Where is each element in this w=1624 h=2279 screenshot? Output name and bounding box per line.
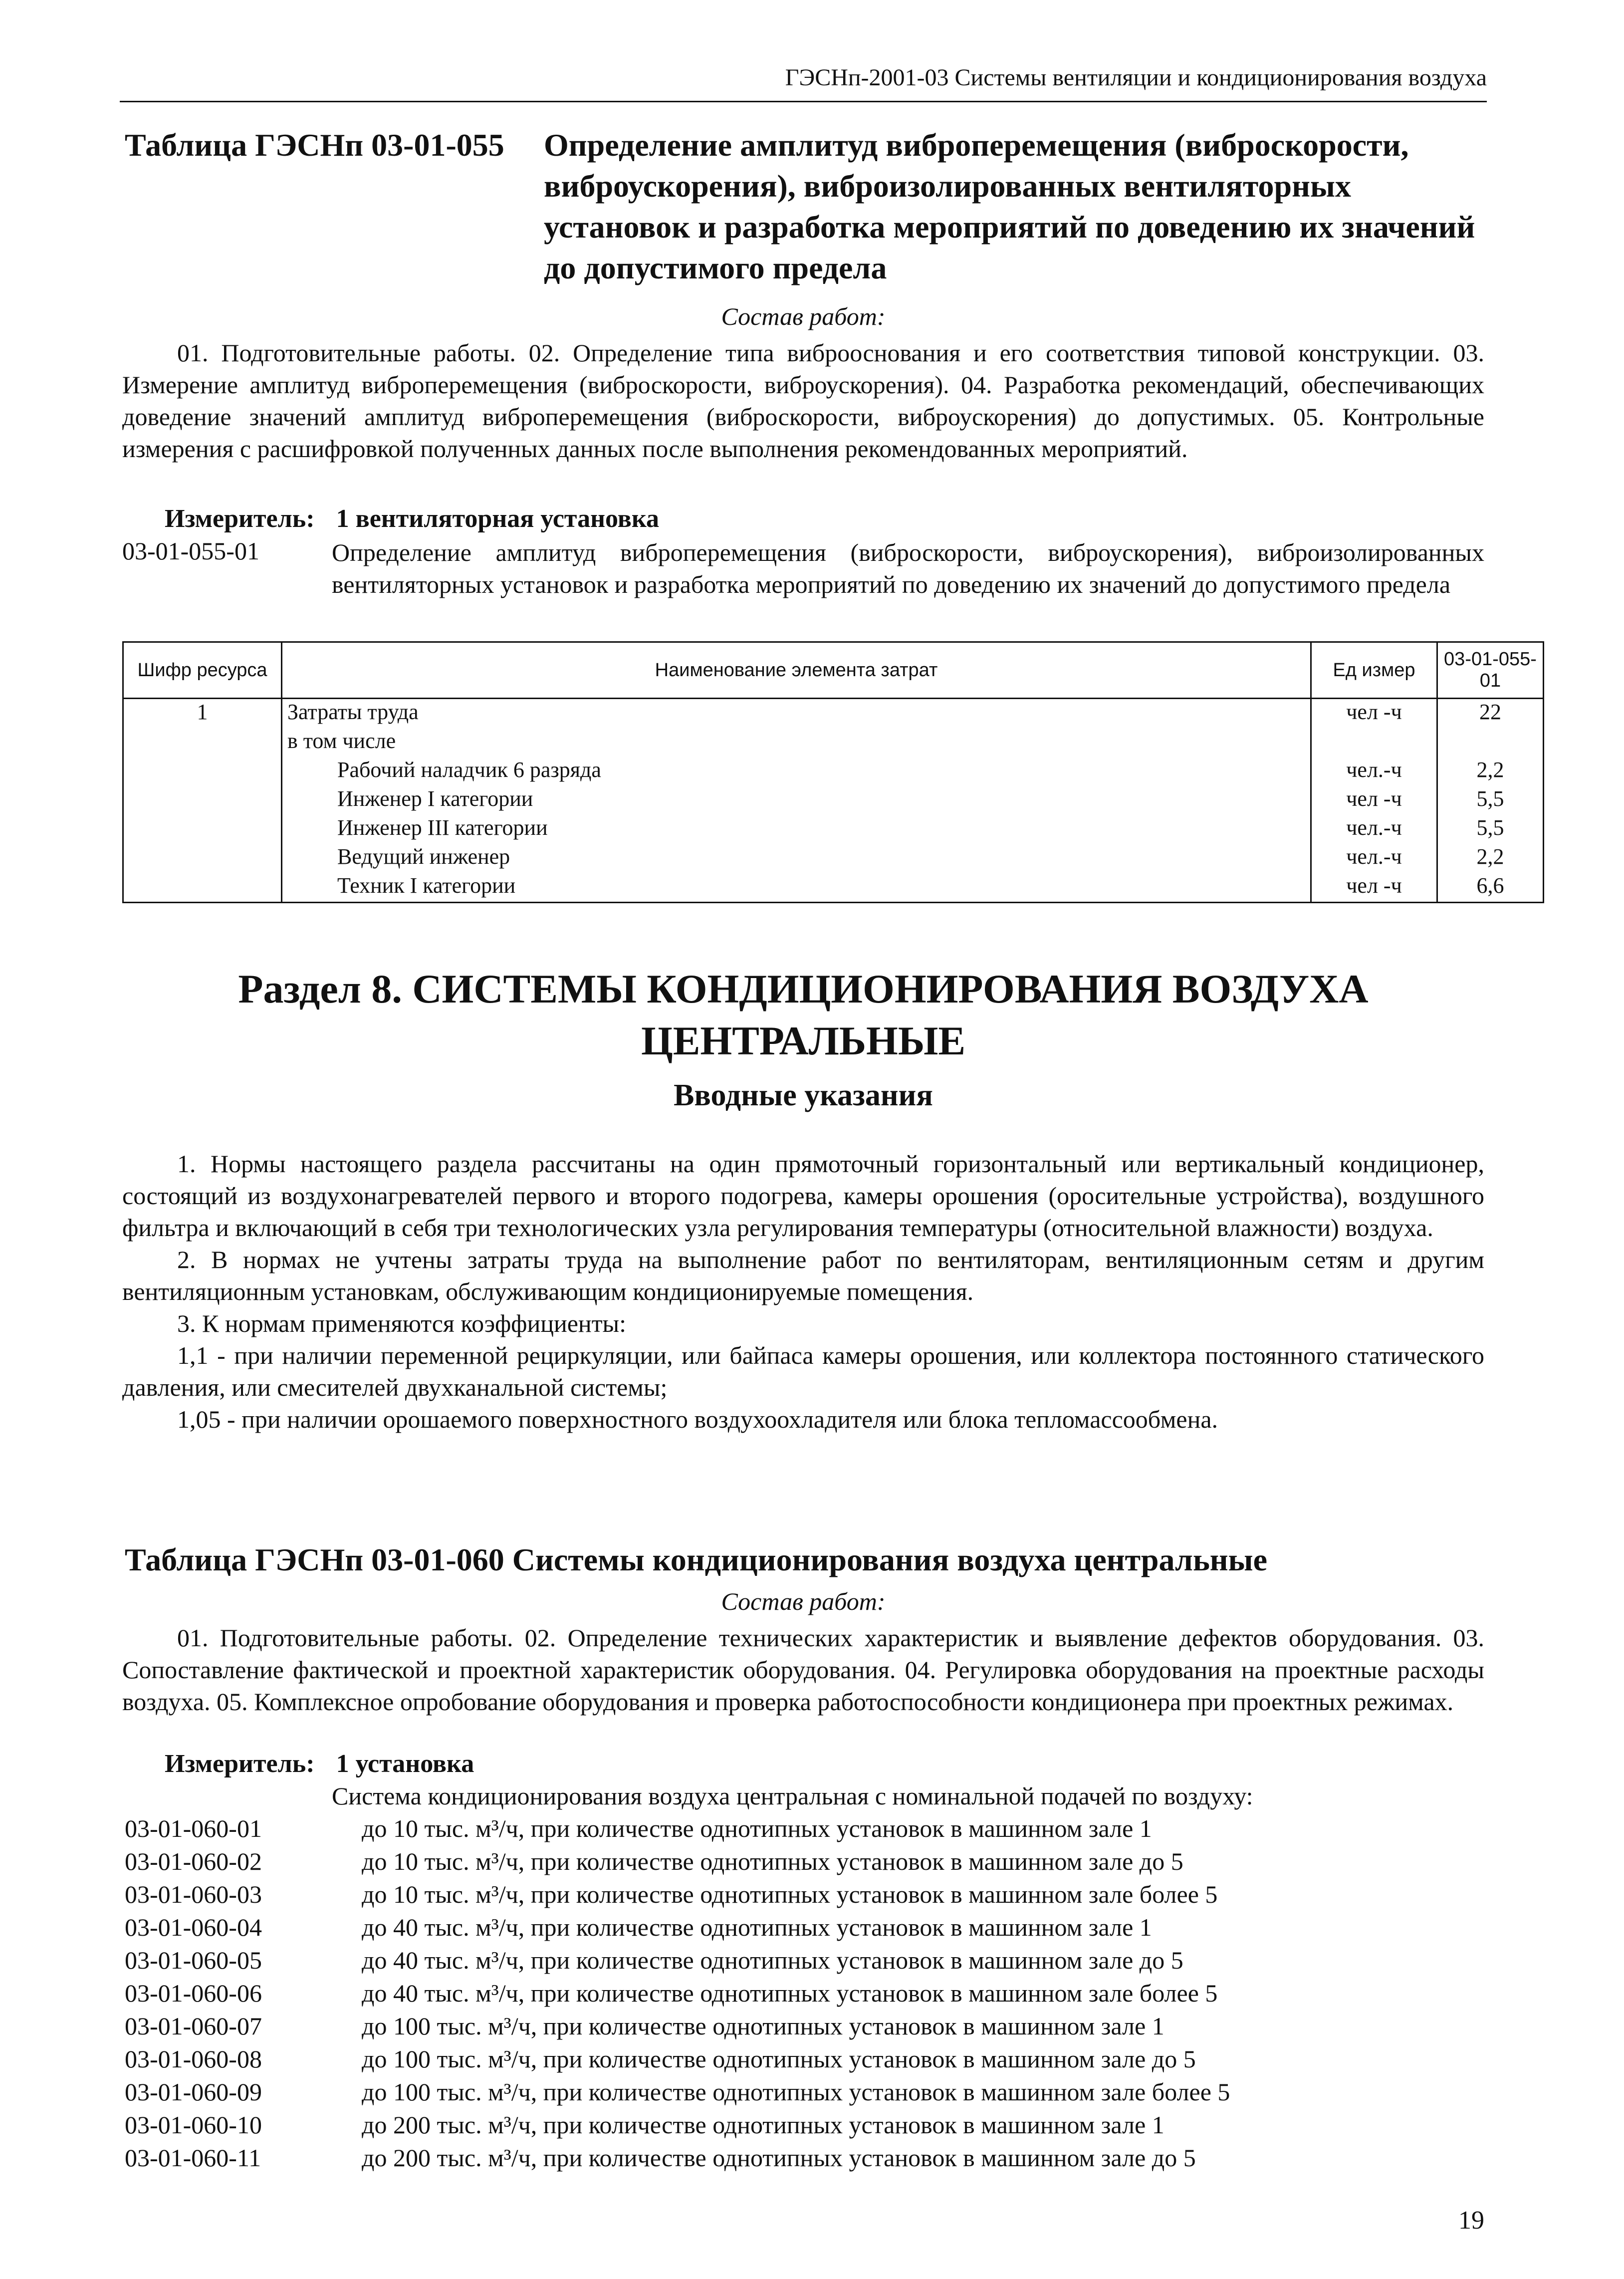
intro-paragraph-4: 1,1 - при наличии переменной рециркуляции, или байпаса камеры орошения, или коллектора постоянного статического давления, или смесителей двухканальной системы; (122, 1341, 1484, 1401)
table-row (123, 873, 1544, 903)
row-code (123, 873, 282, 903)
section-title (120, 963, 1487, 1067)
table1-item-code: 03-01-055-01 (122, 537, 259, 565)
section-title-line1: Раздел 8. СИСТЕМЫ КОНДИЦИОНИРОВАНИЯ ВОЗДУХА (238, 966, 1369, 1012)
item-code: 03-01-060-06 (125, 1979, 262, 2007)
item-text: до 200 тыс. м³/ч, при количестве однотипных установок в машинном зале до 5 (362, 2144, 1196, 2172)
list-item (125, 1913, 1472, 1946)
item-text: до 200 тыс. м³/ч, при количестве однотипных установок в машинном зале 1 (362, 2111, 1164, 2139)
row-name: Техник I категории (282, 873, 1311, 903)
resource-table (122, 641, 1544, 903)
row-value: 2,2 (1437, 844, 1544, 873)
list-item (125, 1847, 1472, 1880)
item-code: 03-01-060-11 (125, 2144, 261, 2172)
row-unit: чел.-ч (1311, 757, 1437, 786)
row-code: 1 (123, 699, 282, 729)
row-value: 5,5 (1437, 786, 1544, 815)
table1-work-heading: Состав работ: (721, 302, 886, 330)
item-code: 03-01-060-05 (125, 1946, 262, 1974)
table2-list-intro: Система кондиционирования воздуха центральная с номинальной подачей по воздуху: (332, 1782, 1253, 1810)
row-unit: чел.-ч (1311, 815, 1437, 844)
table1-work-text: 01. Подготовительные работы. 02. Определение типа виброоснования и его соответствия типовой конструкции. 03. Измерение амплитуд виброперемещения (виброскорости, виброускорения). 04. Разработка рекомендаций, обеспечивающих доведение значений амплитуд виброперемещения (виброскорости, виброускорения) до допустимых. 05. Контрольные измерения с расшифровкой полученных данных после выполнения рекомендованных мероприятий. (122, 339, 1484, 463)
table1-title-text: Определение амплитуд виброперемещения (виброскорости, виброускорения), виброизолированных вентиляторных установок и разработка мероприятий по доведению их значений до допустимого предела (544, 127, 1475, 285)
list-item (125, 2110, 1472, 2143)
item-code: 03-01-060-08 (125, 2045, 262, 2073)
table2-meter-value: 1 установка (336, 1750, 474, 1778)
header-code: Шифр ресурса (123, 642, 282, 699)
list-item (125, 1946, 1472, 1979)
item-text: до 40 тыс. м³/ч, при количестве однотипных установок в машинном зале до 5 (362, 1946, 1183, 1974)
item-text: до 40 тыс. м³/ч, при количестве однотипных установок в машинном зале более 5 (362, 1979, 1218, 2007)
list-item (125, 2077, 1472, 2110)
intro-paragraph-2: 2. В нормах не учтены затраты труда на выполнение работ по вентиляторам, вентиляционным сетям и другим вентиляционным установкам, обслуживающим кондиционируемые помещения. (122, 1246, 1484, 1305)
item-text: до 40 тыс. м³/ч, при количестве однотипных установок в машинном зале 1 (362, 1913, 1152, 1941)
row-value: 22 (1437, 699, 1544, 729)
item-code: 03-01-060-01 (125, 1814, 262, 1842)
item-text: до 100 тыс. м³/ч, при количестве однотипных установок в машинном зале до 5 (362, 2045, 1196, 2073)
table-row (123, 757, 1544, 786)
table2-work-text: 01. Подготовительные работы. 02. Определение технических характеристик и выявление дефектов оборудования. 03. Сопоставление фактической и проектной характеристик оборудования. 04. Регулировка оборудования на проектные расходы воздуха. 05. Комплексное опробование оборудования и проверка работоспособности кондиционера при проектных режимах. (122, 1624, 1484, 1716)
table1-item-text: Определение амплитуд виброперемещения (виброскорости, виброускорения), виброизолированных вентиляторных установок и разработка мероприятий по доведению их значений до допустимого предела (332, 538, 1484, 598)
row-unit (1311, 728, 1437, 757)
table-row (123, 815, 1544, 844)
section-title-line2: ЦЕНТРАЛЬНЫЕ (641, 1018, 966, 1063)
intro-text (122, 1148, 1484, 1435)
header-name: Наименование элемента затрат (282, 642, 1311, 699)
row-value: 2,2 (1437, 757, 1544, 786)
item-text: до 100 тыс. м³/ч, при количестве однотипных установок в машинном зале более 5 (362, 2078, 1230, 2106)
row-unit: чел.-ч (1311, 844, 1437, 873)
table1-title-prefix: Таблица ГЭСНп 03-01-055 (125, 127, 504, 163)
page-number: 19 (1458, 2206, 1484, 2235)
row-value: 6,6 (1437, 873, 1544, 903)
list-item (125, 1814, 1472, 1847)
table-row (123, 844, 1544, 873)
row-code (123, 815, 282, 844)
item-code: 03-01-060-09 (125, 2078, 262, 2106)
header-value: 03-01-055-01 (1437, 642, 1544, 699)
item-text: до 100 тыс. м³/ч, при количестве однотипных установок в машинном зале 1 (362, 2012, 1164, 2040)
table-row (123, 728, 1544, 757)
table2-title: Таблица ГЭСНп 03-01-060 Системы кондиционирования воздуха центральные (125, 1542, 1268, 1577)
resource-table-header (123, 642, 1544, 699)
table1-meter-label: Измеритель: (165, 505, 315, 533)
row-name: Ведущий инженер (282, 844, 1311, 873)
header-unit: Ед измер (1311, 642, 1437, 699)
table2-work-heading: Состав работ: (721, 1587, 886, 1615)
intro-heading: Вводные указания (674, 1078, 933, 1112)
item-text: до 10 тыс. м³/ч, при количестве однотипных установок в машинном зале до 5 (362, 1847, 1183, 1875)
list-item (125, 2012, 1472, 2044)
list-item (125, 2044, 1472, 2077)
item-code: 03-01-060-10 (125, 2111, 262, 2139)
row-value (1437, 728, 1544, 757)
row-code (123, 728, 282, 757)
header-rule (120, 101, 1487, 102)
intro-paragraph-3: 3. К нормам применяются коэффициенты: (177, 1309, 627, 1337)
table2-meter (165, 1749, 474, 1778)
list-item (125, 1979, 1472, 2012)
row-name: Инженер III категории (282, 815, 1311, 844)
item-text: до 10 тыс. м³/ч, при количестве однотипных установок в машинном зале 1 (362, 1814, 1152, 1842)
table-row (123, 786, 1544, 815)
row-unit: чел -ч (1311, 873, 1437, 903)
row-name: Затраты труда (282, 699, 1311, 729)
row-code (123, 757, 282, 786)
row-name: Инженер I категории (282, 786, 1311, 815)
list-item (125, 2143, 1472, 2176)
table-row (123, 699, 1544, 729)
row-unit: чел -ч (1311, 786, 1437, 815)
row-name: Рабочий наладчик 6 разряда (282, 757, 1311, 786)
intro-paragraph-1: 1. Нормы настоящего раздела рассчитаны на один прямоточный горизонтальный или вертикальный кондиционер, состоящий из воздухонагревателей первого и второго подогрева, камеры орошения (оросительные устройства), воздушного фильтра и включающий в себя три технологических узла регулирования температуры (относительной влажности) воздуха. (122, 1150, 1484, 1242)
row-unit: чел -ч (1311, 699, 1437, 729)
table2-meter-label: Измеритель: (165, 1750, 315, 1778)
item-code: 03-01-060-07 (125, 2012, 262, 2040)
table1-meter-value: 1 вентиляторная установка (336, 505, 659, 533)
row-code (123, 844, 282, 873)
list-item (125, 1880, 1472, 1913)
row-code (123, 786, 282, 815)
row-name: в том числе (282, 728, 1311, 757)
item-text: до 10 тыс. м³/ч, при количестве однотипных установок в машинном зале более 5 (362, 1880, 1218, 1908)
item-code: 03-01-060-03 (125, 1880, 262, 1908)
intro-paragraph-5: 1,05 - при наличии орошаемого поверхностного воздухоохладителя или блока тепломассообмена. (177, 1405, 1218, 1433)
table1-meter (165, 504, 659, 533)
item-code: 03-01-060-04 (125, 1913, 262, 1941)
row-value: 5,5 (1437, 815, 1544, 844)
running-header: ГЭСНп-2001-03 Системы вентиляции и кондиционирования воздуха (785, 64, 1487, 91)
item-code: 03-01-060-02 (125, 1847, 262, 1875)
table1-title (125, 125, 1492, 294)
